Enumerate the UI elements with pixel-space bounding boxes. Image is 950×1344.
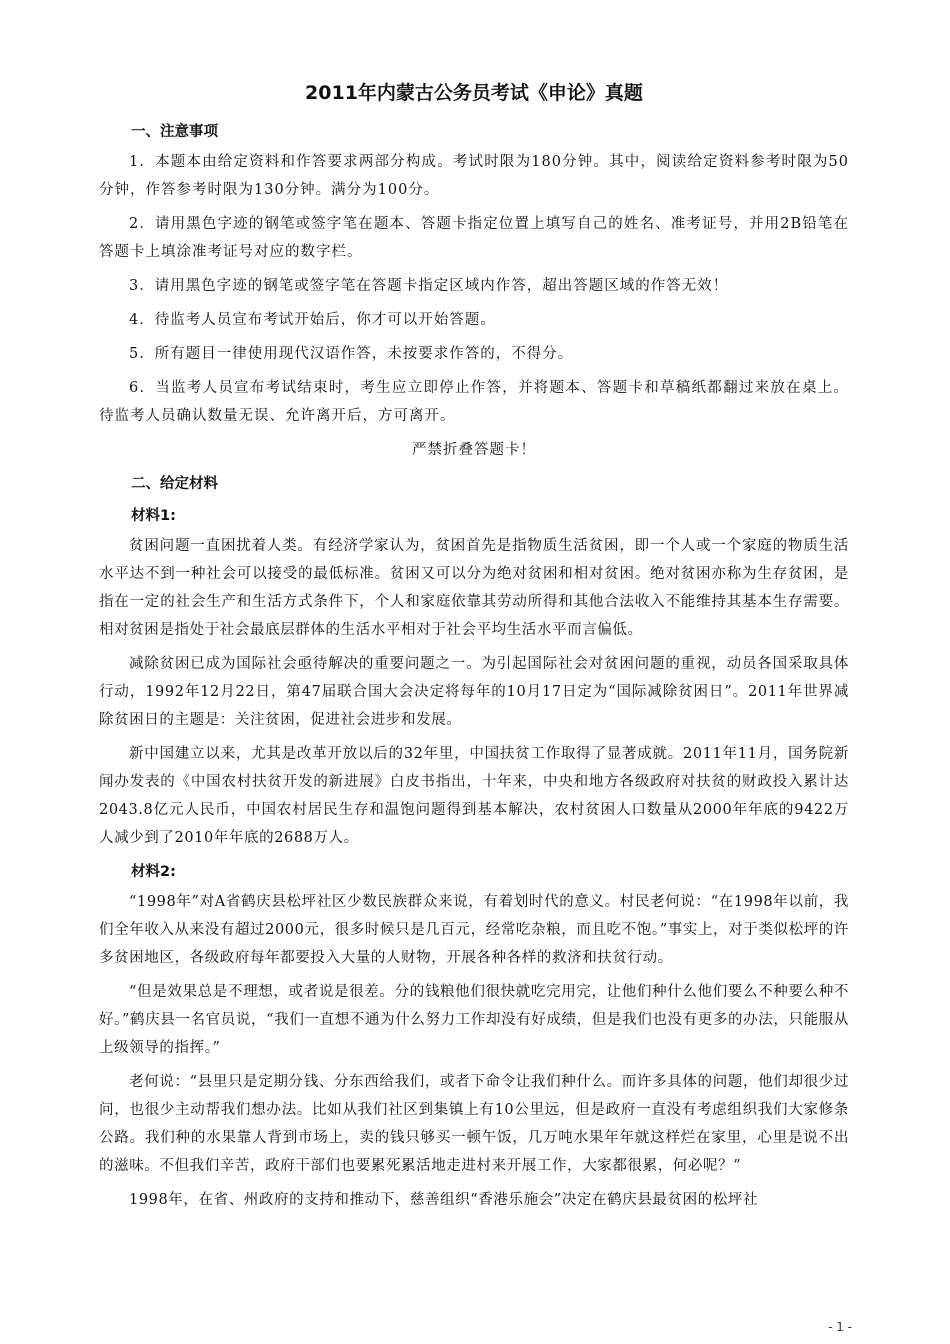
material-1-paragraph: 贫困问题一直困扰着人类。有经济学家认为，贫困首先是指物质生活贫困，即一个人或一个家庭的物质生活水平达不到一种社会可以接受的最低标准。贫困又可以分为绝对贫困和相对贫困。绝对贫困亦称为生存贫困，是指在一定的社会生产和生活方式条件下，个人和家庭依靠其劳动所得和其他合法收入不能维持其基本生存需要。相对贫困是指处于社会最底层群体的生活水平相对于社会平均生活水平而言偏低。 bbox=[99, 538, 849, 638]
notice-item: 1．本题本由给定资料和作答要求两部分构成。考试时限为180分钟。其中，阅读给定资料参考时限为50分钟，作答参考时限为130分钟。满分为100分。 bbox=[99, 154, 849, 198]
section-heading-materials: 二、给定材料 bbox=[131, 476, 218, 492]
notice-item: 4．待监考人员宣布考试开始后，你才可以开始答题。 bbox=[129, 312, 496, 328]
warning-text: 严禁折叠答题卡！ bbox=[412, 442, 536, 458]
material-2-paragraph: “但是效果总是不理想，或者说是很差。分的钱粮他们很快就吃完用完，让他们种什么他们要么不种要么种不好。”鹤庆县一名官员说，“我们一直想不通为什么努力工作却没有好成绩，但是我们也没有更多的办法，只能服从上级领导的指挥。” bbox=[99, 984, 849, 1056]
notice-item: 6．当监考人员宣布考试结束时，考生应立即停止作答，并将题本、答题卡和草稿纸都翻过来放在桌上。待监考人员确认数量无误、允许离开后，方可离开。 bbox=[99, 380, 849, 424]
material-1-paragraph: 减除贫困已成为国际社会亟待解决的重要问题之一。为引起国际社会对贫困问题的重视，动员各国采取具体行动，1992年12月22日，第47届联合国大会决定将每年的10月17日定为“国际减除贫困日”。2011年世界减除贫困日的主题是：关注贫困，促进社会进步和发展。 bbox=[99, 656, 849, 728]
material-2-heading: 材料2: bbox=[131, 864, 176, 880]
material-2-paragraph: 1998年，在省、州政府的支持和推动下，慈善组织“香港乐施会”决定在鹤庆县最贫困的松坪社 bbox=[129, 1192, 759, 1208]
material-1-heading: 材料1: bbox=[131, 508, 176, 524]
material-2-paragraph: “1998年”对A省鹤庆县松坪社区少数民族群众来说，有着划时代的意义。村民老何说：“在1998年以前，我们全年收入从来没有超过2000元，很多时候只是几百元，经常吃杂粮，而且吃不饱。”事实上，对于类似松坪的许多贫困地区，各级政府每年都要投入大量的人财物，开展各种各样的救济和扶贫行动。 bbox=[99, 894, 849, 966]
page-number: - 1 - bbox=[828, 1320, 852, 1334]
notice-item: 2．请用黑色字迹的钢笔或签字笔在题本、答题卡指定位置上填写自己的姓名、准考证号，并用2B铅笔在答题卡上填涂准考证号对应的数字栏。 bbox=[99, 216, 849, 260]
document-content bbox=[99, 80, 849, 1220]
section-heading-notes: 一、注意事项 bbox=[131, 124, 218, 140]
document-title: 2011年内蒙古公务员考试《申论》真题 bbox=[305, 82, 643, 104]
notice-item: 3．请用黑色字迹的钢笔或签字笔在答题卡指定区域内作答，超出答题区域的作答无效！ bbox=[129, 278, 729, 294]
notice-item: 5．所有题目一律使用现代汉语作答，未按要求作答的，不得分。 bbox=[129, 346, 574, 362]
material-1-paragraph: 新中国建立以来，尤其是改革开放以后的32年里，中国扶贫工作取得了显著成就。2011年11月，国务院新闻办发表的《中国农村扶贫开发的新进展》白皮书指出，十年来，中央和地方各级政府对扶贫的财政投入累计达2043.8亿元人民币，中国农村居民生存和温饱问题得到基本解决，农村贫困人口数量从2000年年底的9422万人减少到了2010年年底的2688万人。 bbox=[99, 746, 849, 846]
material-2-paragraph: 老何说：“县里只是定期分钱、分东西给我们，或者下命令让我们种什么。而许多具体的问题，他们却很少过问，也很少主动帮我们想办法。比如从我们社区到集镇上有10公里远，但是政府一直没有考虑组织我们大家修条公路。我们种的水果靠人背到市场上，卖的钱只够买一顿午饭，几万吨水果年年就这样烂在家里，心里是说不出的滋味。不但我们辛苦，政府干部们也要累死累活地走进村来开展工作，大家都很累，何必呢？” bbox=[99, 1074, 849, 1174]
